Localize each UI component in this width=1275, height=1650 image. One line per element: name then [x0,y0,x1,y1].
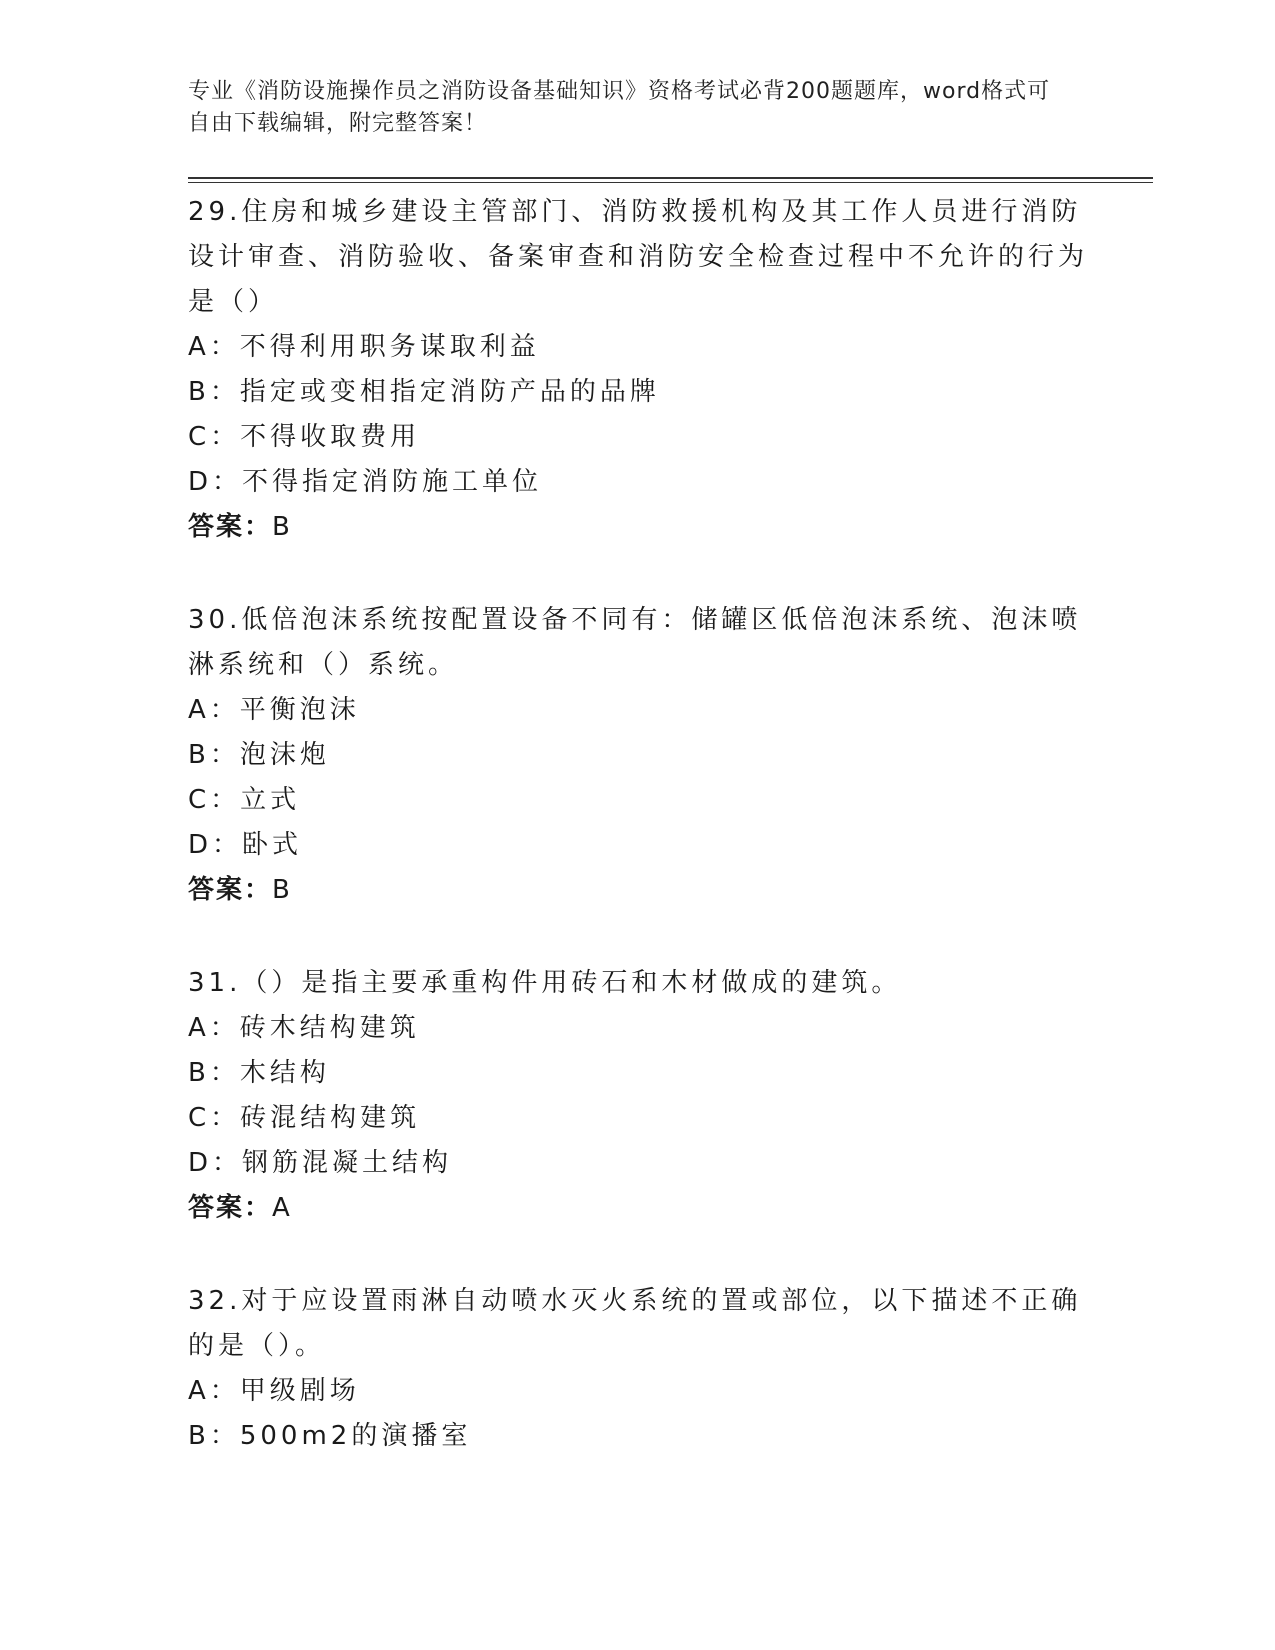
question-31 [188,961,1088,1231]
question-stem: 31.（）是指主要承重构件用砖石和木材做成的建筑。 [188,968,902,998]
question-stem: 32.对于应设置雨淋自动喷水灭火系统的置或部位，以下描述不正确的是（）。 [188,1286,1082,1361]
question-30 [188,598,1088,913]
answer-line [188,505,1088,550]
option-a: A：砖木结构建筑 [188,1013,420,1043]
answer-value: B [272,875,292,905]
question-29 [188,190,1088,550]
spacer [188,1231,1088,1279]
option-c: C：立式 [188,785,301,815]
option-b: B：指定或变相指定消防产品的品牌 [188,377,660,407]
question-list [188,190,1088,1459]
option-b: B：泡沫炮 [188,740,330,770]
header-rule-thick [188,177,1153,179]
option-d: D：卧式 [188,830,303,860]
spacer [188,913,1088,961]
option-b: B：木结构 [188,1058,330,1088]
option-b: B：500m2的演播室 [188,1421,472,1451]
answer-value: B [272,512,292,542]
answer-label: 答案： [188,1193,273,1223]
option-c: C：砖混结构建筑 [188,1103,421,1133]
spacer [188,550,1088,598]
option-d: D：不得指定消防施工单位 [188,467,543,497]
answer-line [188,868,1088,913]
answer-line [188,1186,1088,1231]
answer-value: A [272,1193,292,1223]
question-stem: 29.住房和城乡建设主管部门、消防救援机构及其工作人员进行消防设计审查、消防验收、备案审查和消防安全检查过程中不允许的行为是（） [188,197,1089,317]
header-rule-thin [188,182,1153,183]
question-32 [188,1279,1088,1459]
question-stem: 30.低倍泡沫系统按配置设备不同有：储罐区低倍泡沫系统、泡沫喷淋系统和（）系统。 [188,605,1082,680]
option-a: A：平衡泡沫 [188,695,360,725]
option-a: A：甲级剧场 [188,1376,360,1406]
answer-label: 答案： [188,875,273,905]
document-header: 专业《消防设施操作员之消防设备基础知识》资格考试必背200题题库，word格式可自由下载编辑，附完整答案！ [188,79,1051,136]
option-a: A：不得利用职务谋取利益 [188,332,540,362]
option-c: C：不得收取费用 [188,422,421,452]
answer-label: 答案： [188,512,273,542]
option-d: D：钢筋混凝土结构 [188,1148,453,1178]
